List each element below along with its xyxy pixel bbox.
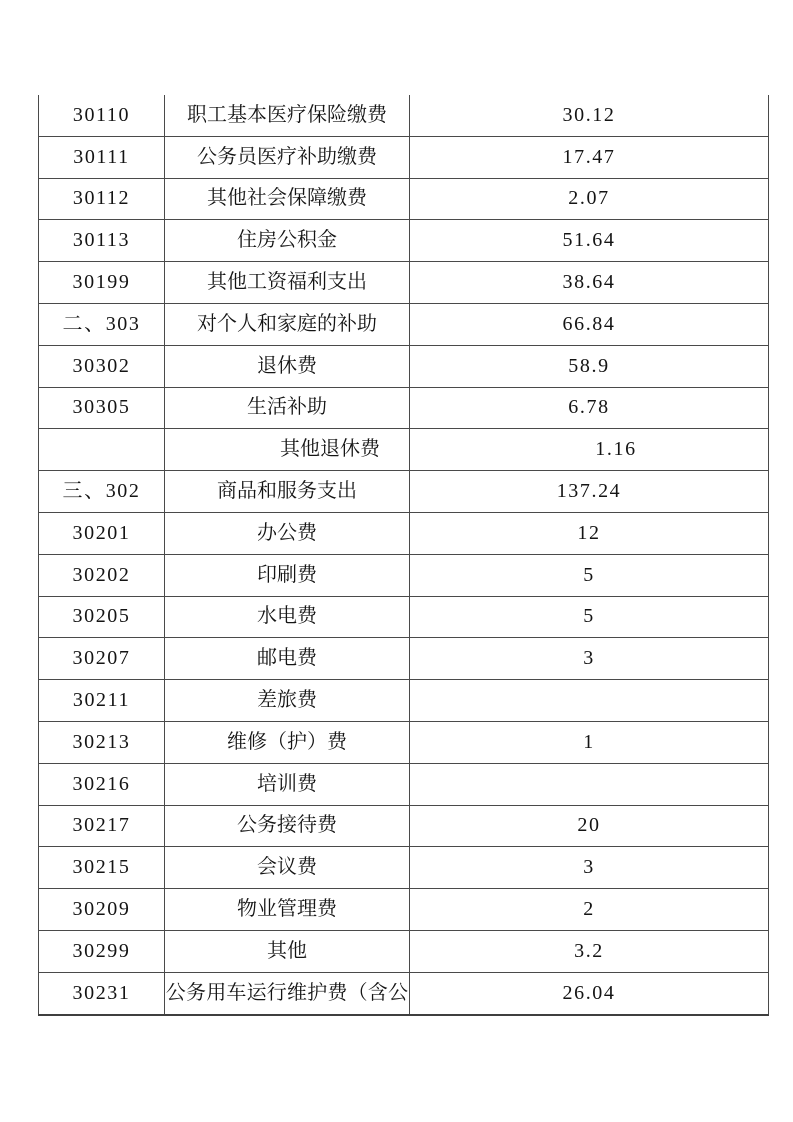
- label-cell-text: 办公费: [257, 521, 317, 544]
- label-cell-text: 生活补助: [247, 396, 327, 419]
- value-cell: [410, 387, 769, 429]
- code-cell: [39, 429, 165, 471]
- code-cell-text: 30216: [72, 772, 131, 795]
- table-row: [39, 680, 769, 722]
- label-cell-text: 印刷费: [257, 563, 317, 586]
- value-cell-text: 137.24: [556, 480, 622, 503]
- value-cell-text: 1: [583, 730, 595, 753]
- value-cell-text: 51.64: [562, 229, 616, 252]
- value-cell: [410, 136, 769, 178]
- table-row: [39, 972, 769, 1014]
- code-cell-text: 三、302: [62, 480, 141, 503]
- code-cell-text: 30199: [72, 271, 131, 294]
- value-cell-text: 12: [577, 521, 601, 544]
- label-cell: [165, 889, 410, 931]
- label-cell-text: 对个人和家庭的补助: [197, 312, 377, 335]
- code-cell: [39, 596, 165, 638]
- table-row: [39, 596, 769, 638]
- table-row: [39, 889, 769, 931]
- code-cell: [39, 512, 165, 554]
- value-cell: [410, 721, 769, 763]
- value-cell: [410, 638, 769, 680]
- code-cell: [39, 805, 165, 847]
- value-cell-text: 5: [583, 605, 595, 628]
- code-cell-text: 30213: [72, 730, 131, 753]
- label-cell: [165, 512, 410, 554]
- value-cell-text: 38.64: [562, 271, 616, 294]
- value-cell-text: 66.84: [562, 312, 616, 335]
- value-cell: [410, 345, 769, 387]
- code-cell-text: 30209: [72, 898, 131, 921]
- code-cell-text: 30201: [72, 521, 131, 544]
- value-cell-text: 5: [583, 563, 595, 586]
- label-cell: [165, 805, 410, 847]
- label-cell: [165, 680, 410, 722]
- code-cell: [39, 345, 165, 387]
- code-cell-text: 30217: [72, 814, 131, 837]
- code-cell-text: 30202: [72, 563, 131, 586]
- label-cell: [165, 136, 410, 178]
- label-cell: [165, 178, 410, 220]
- label-cell: [165, 972, 410, 1014]
- value-cell: [410, 763, 769, 805]
- table-row: [39, 178, 769, 220]
- code-cell-text: 30205: [72, 605, 131, 628]
- code-cell: [39, 262, 165, 304]
- code-cell: [39, 930, 165, 972]
- code-cell: [39, 136, 165, 178]
- code-cell: [39, 554, 165, 596]
- value-cell: [410, 596, 769, 638]
- code-cell: [39, 972, 165, 1014]
- value-cell: [410, 972, 769, 1014]
- table-row: [39, 303, 769, 345]
- code-cell: [39, 471, 165, 513]
- label-cell-text: 其他工资福利支出: [207, 271, 367, 294]
- value-cell-text: 3.2: [574, 939, 604, 962]
- value-cell: [410, 847, 769, 889]
- table-row: [39, 95, 769, 136]
- value-cell: [410, 262, 769, 304]
- code-cell-text: 30215: [72, 856, 131, 879]
- value-cell: [410, 889, 769, 931]
- label-cell: [165, 429, 410, 471]
- label-cell-text: 物业管理费: [237, 898, 337, 921]
- value-cell: [410, 220, 769, 262]
- code-cell: [39, 763, 165, 805]
- table-row: [39, 554, 769, 596]
- value-cell: [410, 680, 769, 722]
- label-cell-text: 公务用车运行维护费（含公: [165, 981, 409, 1004]
- code-cell-text: 30231: [72, 981, 131, 1004]
- table-row: [39, 136, 769, 178]
- table-row: [39, 805, 769, 847]
- label-cell-text: 邮电费: [257, 647, 317, 670]
- label-cell-text: 退休费: [257, 354, 317, 377]
- label-cell-text: 商品和服务支出: [217, 480, 357, 503]
- label-cell: [165, 262, 410, 304]
- value-cell-text: 2.07: [568, 187, 610, 210]
- label-cell: [165, 554, 410, 596]
- table-row: [39, 847, 769, 889]
- code-cell: [39, 178, 165, 220]
- label-cell: [165, 763, 410, 805]
- value-cell: [410, 805, 769, 847]
- value-cell-text: 2: [583, 898, 595, 921]
- code-cell: [39, 680, 165, 722]
- value-cell-text: 1.16: [595, 438, 637, 461]
- value-cell: [410, 95, 769, 136]
- code-cell: [39, 847, 165, 889]
- label-cell: [165, 220, 410, 262]
- label-cell-text: 公务接待费: [237, 814, 337, 837]
- value-cell-text: 3: [583, 856, 595, 879]
- label-cell: [165, 930, 410, 972]
- label-cell: [165, 303, 410, 345]
- code-cell: [39, 387, 165, 429]
- value-cell: [410, 471, 769, 513]
- code-cell: [39, 95, 165, 136]
- value-cell: [410, 512, 769, 554]
- label-cell-text: 职工基本医疗保险缴费: [187, 103, 387, 126]
- value-cell-text: 20: [577, 814, 601, 837]
- table-row: [39, 220, 769, 262]
- code-cell-text: 30111: [73, 145, 130, 168]
- code-cell-text: 30113: [72, 229, 131, 252]
- value-cell: [410, 178, 769, 220]
- label-cell: [165, 638, 410, 680]
- budget-table: [38, 95, 769, 1016]
- value-cell: [410, 554, 769, 596]
- label-cell: [165, 471, 410, 513]
- code-cell-text: 30112: [72, 187, 131, 210]
- label-cell: [165, 95, 410, 136]
- table-body: [39, 95, 769, 1015]
- table-row: [39, 638, 769, 680]
- value-cell: [410, 930, 769, 972]
- table-row: [39, 763, 769, 805]
- value-cell-text: 6.78: [568, 396, 610, 419]
- table-row: [39, 512, 769, 554]
- table-row: [39, 721, 769, 763]
- value-cell: [410, 429, 769, 471]
- code-cell-text: 30110: [72, 103, 131, 126]
- label-cell-text: 培训费: [257, 772, 317, 795]
- table-row: [39, 262, 769, 304]
- label-cell-text: 其他退休费: [280, 438, 380, 461]
- table-row: [39, 345, 769, 387]
- label-cell-text: 其他: [267, 939, 307, 962]
- code-cell-text: 二、303: [62, 312, 141, 335]
- table-row: [39, 930, 769, 972]
- code-cell: [39, 220, 165, 262]
- code-cell: [39, 889, 165, 931]
- label-cell-text: 住房公积金: [237, 229, 337, 252]
- label-cell-text: 维修（护）费: [227, 730, 347, 753]
- code-cell: [39, 721, 165, 763]
- label-cell-text: 其他社会保障缴费: [207, 187, 367, 210]
- code-cell: [39, 303, 165, 345]
- label-cell: [165, 847, 410, 889]
- value-cell-text: 58.9: [568, 354, 610, 377]
- label-cell-text: 公务员医疗补助缴费: [197, 145, 377, 168]
- label-cell: [165, 721, 410, 763]
- value-cell-text: 26.04: [562, 981, 616, 1004]
- code-cell-text: 30299: [72, 939, 131, 962]
- table-row: [39, 387, 769, 429]
- table-row: [39, 471, 769, 513]
- code-cell: [39, 638, 165, 680]
- label-cell-text: 会议费: [257, 856, 317, 879]
- label-cell-text: 水电费: [257, 605, 317, 628]
- budget-table-container: [38, 95, 765, 1016]
- label-cell-text: 差旅费: [257, 689, 317, 712]
- code-cell-text: 30207: [72, 647, 131, 670]
- value-cell-text: 17.47: [562, 145, 616, 168]
- label-cell: [165, 387, 410, 429]
- value-cell-text: 30.12: [562, 103, 616, 126]
- code-cell-text: 30211: [72, 689, 131, 712]
- label-cell: [165, 596, 410, 638]
- table-row: [39, 429, 769, 471]
- code-cell-text: 30302: [72, 354, 131, 377]
- label-cell: [165, 345, 410, 387]
- value-cell: [410, 303, 769, 345]
- code-cell-text: 30305: [72, 396, 131, 419]
- value-cell-text: 3: [583, 647, 595, 670]
